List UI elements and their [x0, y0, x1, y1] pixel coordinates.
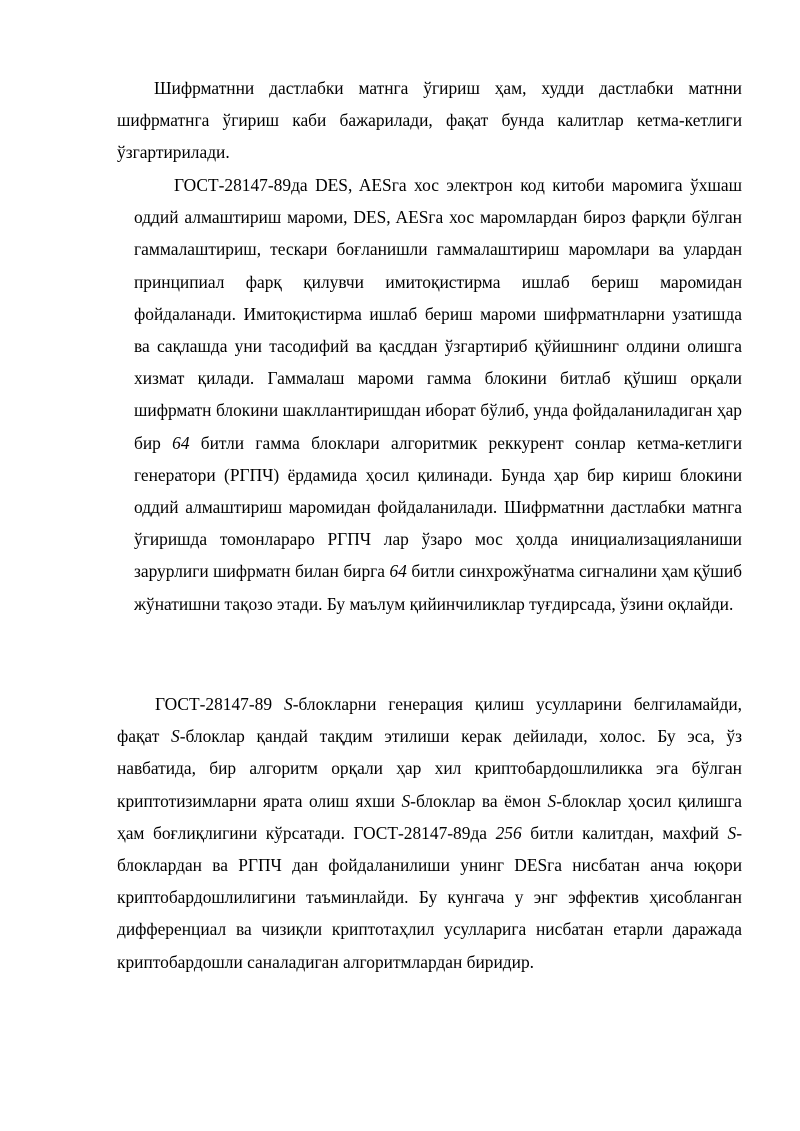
paragraph-3-italic-s-4: S — [547, 790, 557, 811]
paragraph-3-italic-s-5: S — [727, 822, 737, 843]
paragraph-3 — [117, 688, 742, 978]
paragraph-2-text-b: битли гамма блоклари алгоритмик реккурент сонлар кетма-кетлиги генератори (РГПЧ) ёрдамида ҳосил қилинади. Бунда ҳар бир кириш блокини оддий алмаштириш маромидан фойдаланилади. Шифрматнни дастлабки матнга ўгиришда томонлараро РГПЧ лар ўзаро мос ҳолда инициализацияланиши зарурлиги шифрматн билан бирга — [134, 432, 742, 582]
paragraph-2 — [134, 169, 742, 620]
paragraph-3-text-g: -блоклардан ва РГПЧ дан фойдаланилиши унинг DESга нисбатан анча юқори криптобардошлилигини таъминлайди. Бу кунгача у энг эффектив ҳисобланган дифференциал ва чизиқли криптотаҳлил усулларига нисбатан етарли даражада криптобардошли саналадиган алгоритмлардан биридир. — [117, 822, 742, 972]
paragraph-2-italic-number-64: 64 — [172, 432, 190, 453]
paragraph-3-italic-s-2: S — [171, 726, 180, 747]
paragraph-3-text-c: -блоклар қандай тақдим этилиши керак дейилади, холос. Бу эса, ўз навбатида, бир алгоритм орқали ҳар хил криптобардошлиликка эга бўлган криптотизимларни ярата олиш яхши — [117, 726, 742, 811]
paragraph-3-text-f: битли калитдан, махфий — [521, 822, 728, 843]
paragraph-3-text-a: ГОСТ-28147-89 — [155, 694, 284, 714]
paragraph-3-text-e: -блоклар ҳосил қилишга ҳам боғлиқлигини кўрсатади. ГОСТ-28147-89да — [117, 790, 742, 843]
paragraph-3-text-d: -блоклар ва ёмон — [410, 790, 548, 811]
paragraph-2-italic-number-64-second: 64 — [389, 561, 407, 582]
paragraph-3-italic-s: S — [283, 694, 293, 714]
paragraph-3-italic-s-3: S — [401, 790, 411, 811]
paragraph-1-text: Шифрматнни дастлабки матнга ўгириш ҳам, худди дастлабки матнни шифрматнга ўгириш каби бажарилади, фақат бунда калитлар кетма-кетлиги ўзгартирилади. — [117, 78, 742, 163]
paragraph-2-text-a: ГОСТ-28147-89да DES, AESга хос электрон код китоби маромига ўхшаш оддий алмаштириш мароми, DES, AESга хос маромлардан бироз фарқли бўлган гаммалаштириш, тескари боғланишли гаммалаштириш маромлари ва улардан принципиал фарқ қилувчи имитоқистирма ишлаб бериш маромидан фойдаланади. Имитоқистирма ишлаб бериш мароми шифрматнларни узатишда ва сақлашда уни тасодифий ва қасддан ўзгартириб қўйишнинг олдини олишга хизмат қилади. Гаммалаш мароми гамма блокини битлаб қўшиш орқали шифрматн блокини шакллантиришдан иборат бўлиб, унда фойдаланиладиган ҳар бир — [134, 175, 742, 453]
paragraph-2-text-c: битли синхрожўнатма сигналини ҳам қўшиб жўнатишни тақозо этади. Бу маълум қийинчиликлар туғдирсада, ўзини оқлайди. — [134, 561, 742, 614]
paragraph-1 — [117, 72, 742, 169]
paragraph-3-italic-number-256: 256 — [495, 822, 522, 843]
paragraph-3-text-b: -блокларни генерация қилиш усулларини белгиламайди, фақат — [117, 694, 742, 747]
